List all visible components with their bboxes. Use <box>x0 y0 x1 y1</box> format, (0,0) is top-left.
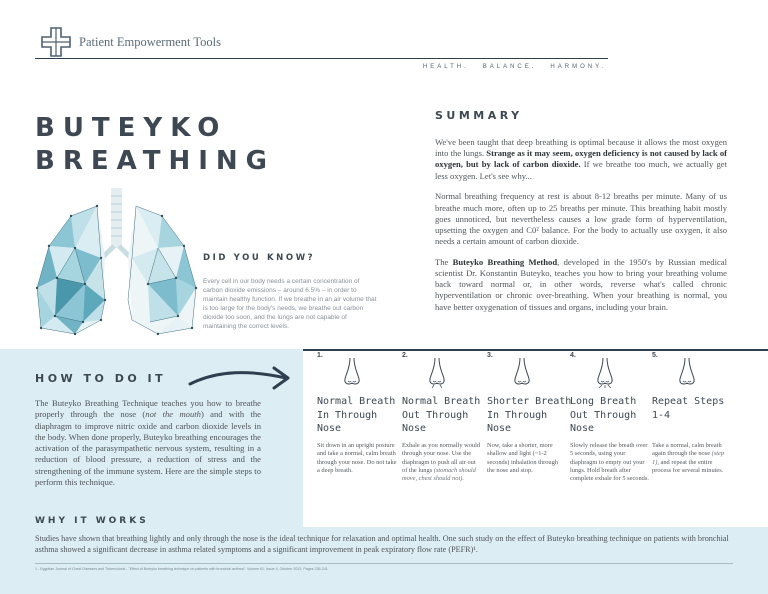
steps-panel <box>303 349 768 527</box>
nose-repeat-icon <box>676 356 698 388</box>
trachea <box>100 188 133 260</box>
step-number: 3. <box>487 352 493 359</box>
header-divider <box>35 58 608 59</box>
why-it-works-heading: WHY IT WORKS <box>35 516 149 526</box>
nose-exhale-icon <box>426 356 448 388</box>
page-title <box>35 112 275 178</box>
step-title: Repeat Steps 1-4 <box>652 396 725 421</box>
nose-icon <box>341 356 363 388</box>
did-you-know-heading: DID YOU KNOW? <box>203 253 316 263</box>
step-title: Normal Breath In Through Nose <box>317 396 396 434</box>
summary-body <box>435 137 727 322</box>
how-to-heading: HOW TO DO IT <box>35 372 167 385</box>
step-title: Shorter Breath In Through Nose <box>487 396 572 434</box>
why-it-works-text: Studies have shown that breathing lightly and only through the nose is the ideal technique for relaxation and optimal health. One such study on the effect of Buteyko breathing technique on patients with bronchial asthma showed a significant decrease in asthma related symptoms and a significant improvement in peak expiratory flow rate (PEFR)¹. <box>35 534 729 554</box>
step-text: Sit down in an upright posture and take a normal, calm breath through your nose. Do not take a deep breath. <box>317 442 397 474</box>
step-text: Now, take a shorter, more shallow and light (~1-2 seconds) inhalation through the nose and stop. <box>487 442 558 474</box>
lungs-illustration <box>35 188 198 338</box>
did-you-know-text: Every cell in our body needs a certain concentration of carbon dioxide emissions – around 6.5% – in order to maintain healthy function. If we breathe in an air volume that is too large for the body's needs, we breathe out carbon dioxide too soon, and the lungs are not capable of maintaining the correct levels. <box>203 278 377 330</box>
step-title: Long Breath Out Through Nose <box>570 396 637 434</box>
step-text: Slowly release the breath over 5 seconds, using your diaphragm to empty out your lungs. Hold breath after complete exhale for 5 seconds. <box>570 442 649 483</box>
summary-paragraph-2: Normal breathing frequency at rest is about 8-12 breaths per minute. Many of us breathe much more, often up to 25 breaths per minute. This breathing habit mostly goes unnoticed, but nevertheless causes a low grade form of hyperventilation, upsetting the oxygen and C0² balance. For the body to actually use oxygen, it also needs a certain amount of carbon dioxide. <box>435 191 727 247</box>
tagline: HEALTH. BALANCE. HARMONY. <box>422 64 606 70</box>
summary-paragraph-3: The Buteyko Breathing Method, developed in the 1950's by Russian medical scientist Dr. Konstantin Buteyko, teaches you how to bring your breathing volume back toward normal or, in other words, reverse what's called chronic hyperventilation or chronic over-breathing. When your breathing is normal, you have better oxygenation of tissues and organs, including your brain. <box>435 256 728 312</box>
nose-long-exhale-icon <box>594 356 616 388</box>
step-text: Take a normal, calm breath again through the nose (step 1), and repeat the entire process for several minutes. <box>652 442 725 474</box>
step-number: 4. <box>570 352 576 359</box>
step-title: Normal Breath Out Through Nose <box>402 396 481 434</box>
nose-inhale-icon <box>511 356 533 388</box>
footnote: 1 - Egyptian Journal of Chest Diseases and Tuberculosis - "Effect of Buteyko breathing technique on patients with bronchial asthma". Volume 61, Issue 4, October 2012, Pages 235-241 <box>35 567 328 571</box>
step-number: 1. <box>317 352 323 359</box>
cross-logo-icon <box>40 26 72 58</box>
step-number: 5. <box>652 352 658 359</box>
title-line-2: BREATHING <box>35 146 275 176</box>
footnote-divider <box>35 563 733 564</box>
arrow-right-icon <box>188 362 294 392</box>
steps-divider <box>303 349 768 351</box>
summary-paragraph-1: We've been taught that deep breathing is optimal because it allows the most oxygen into the lungs. Strange as it may seem, oxygen deficiency is not caused by lack of oxygen, but by lack of carbon dioxide. If we breathe too much, we actually get less oxygen. Let's see why... <box>435 137 727 181</box>
title-line-1: BUTEYKO <box>35 113 228 143</box>
how-to-text: The Buteyko Breathing Technique teaches you how to breathe properly through the nose (not the mouth) and with the diaphragm to improve nitric oxide and carbon dioxide levels in the body. When done properly, Buteyko breathing encourages the activation of the parasympathetic nervous system, resulting in a reduction of blood pressure, a reduction of stress and the strengthening of the immune system. Here are the simple steps to perform this technique. <box>35 398 261 488</box>
step-text: Exhale as you normally would through your nose. Use the diaphragm to push all air out of the lungs (stomach should move, chest should not). <box>402 442 481 483</box>
right-lung <box>128 206 197 335</box>
left-lung <box>36 205 106 335</box>
brand-name: Patient Empowerment Tools <box>79 35 221 49</box>
summary-heading: SUMMARY <box>435 109 523 122</box>
step-number: 2. <box>402 352 408 359</box>
